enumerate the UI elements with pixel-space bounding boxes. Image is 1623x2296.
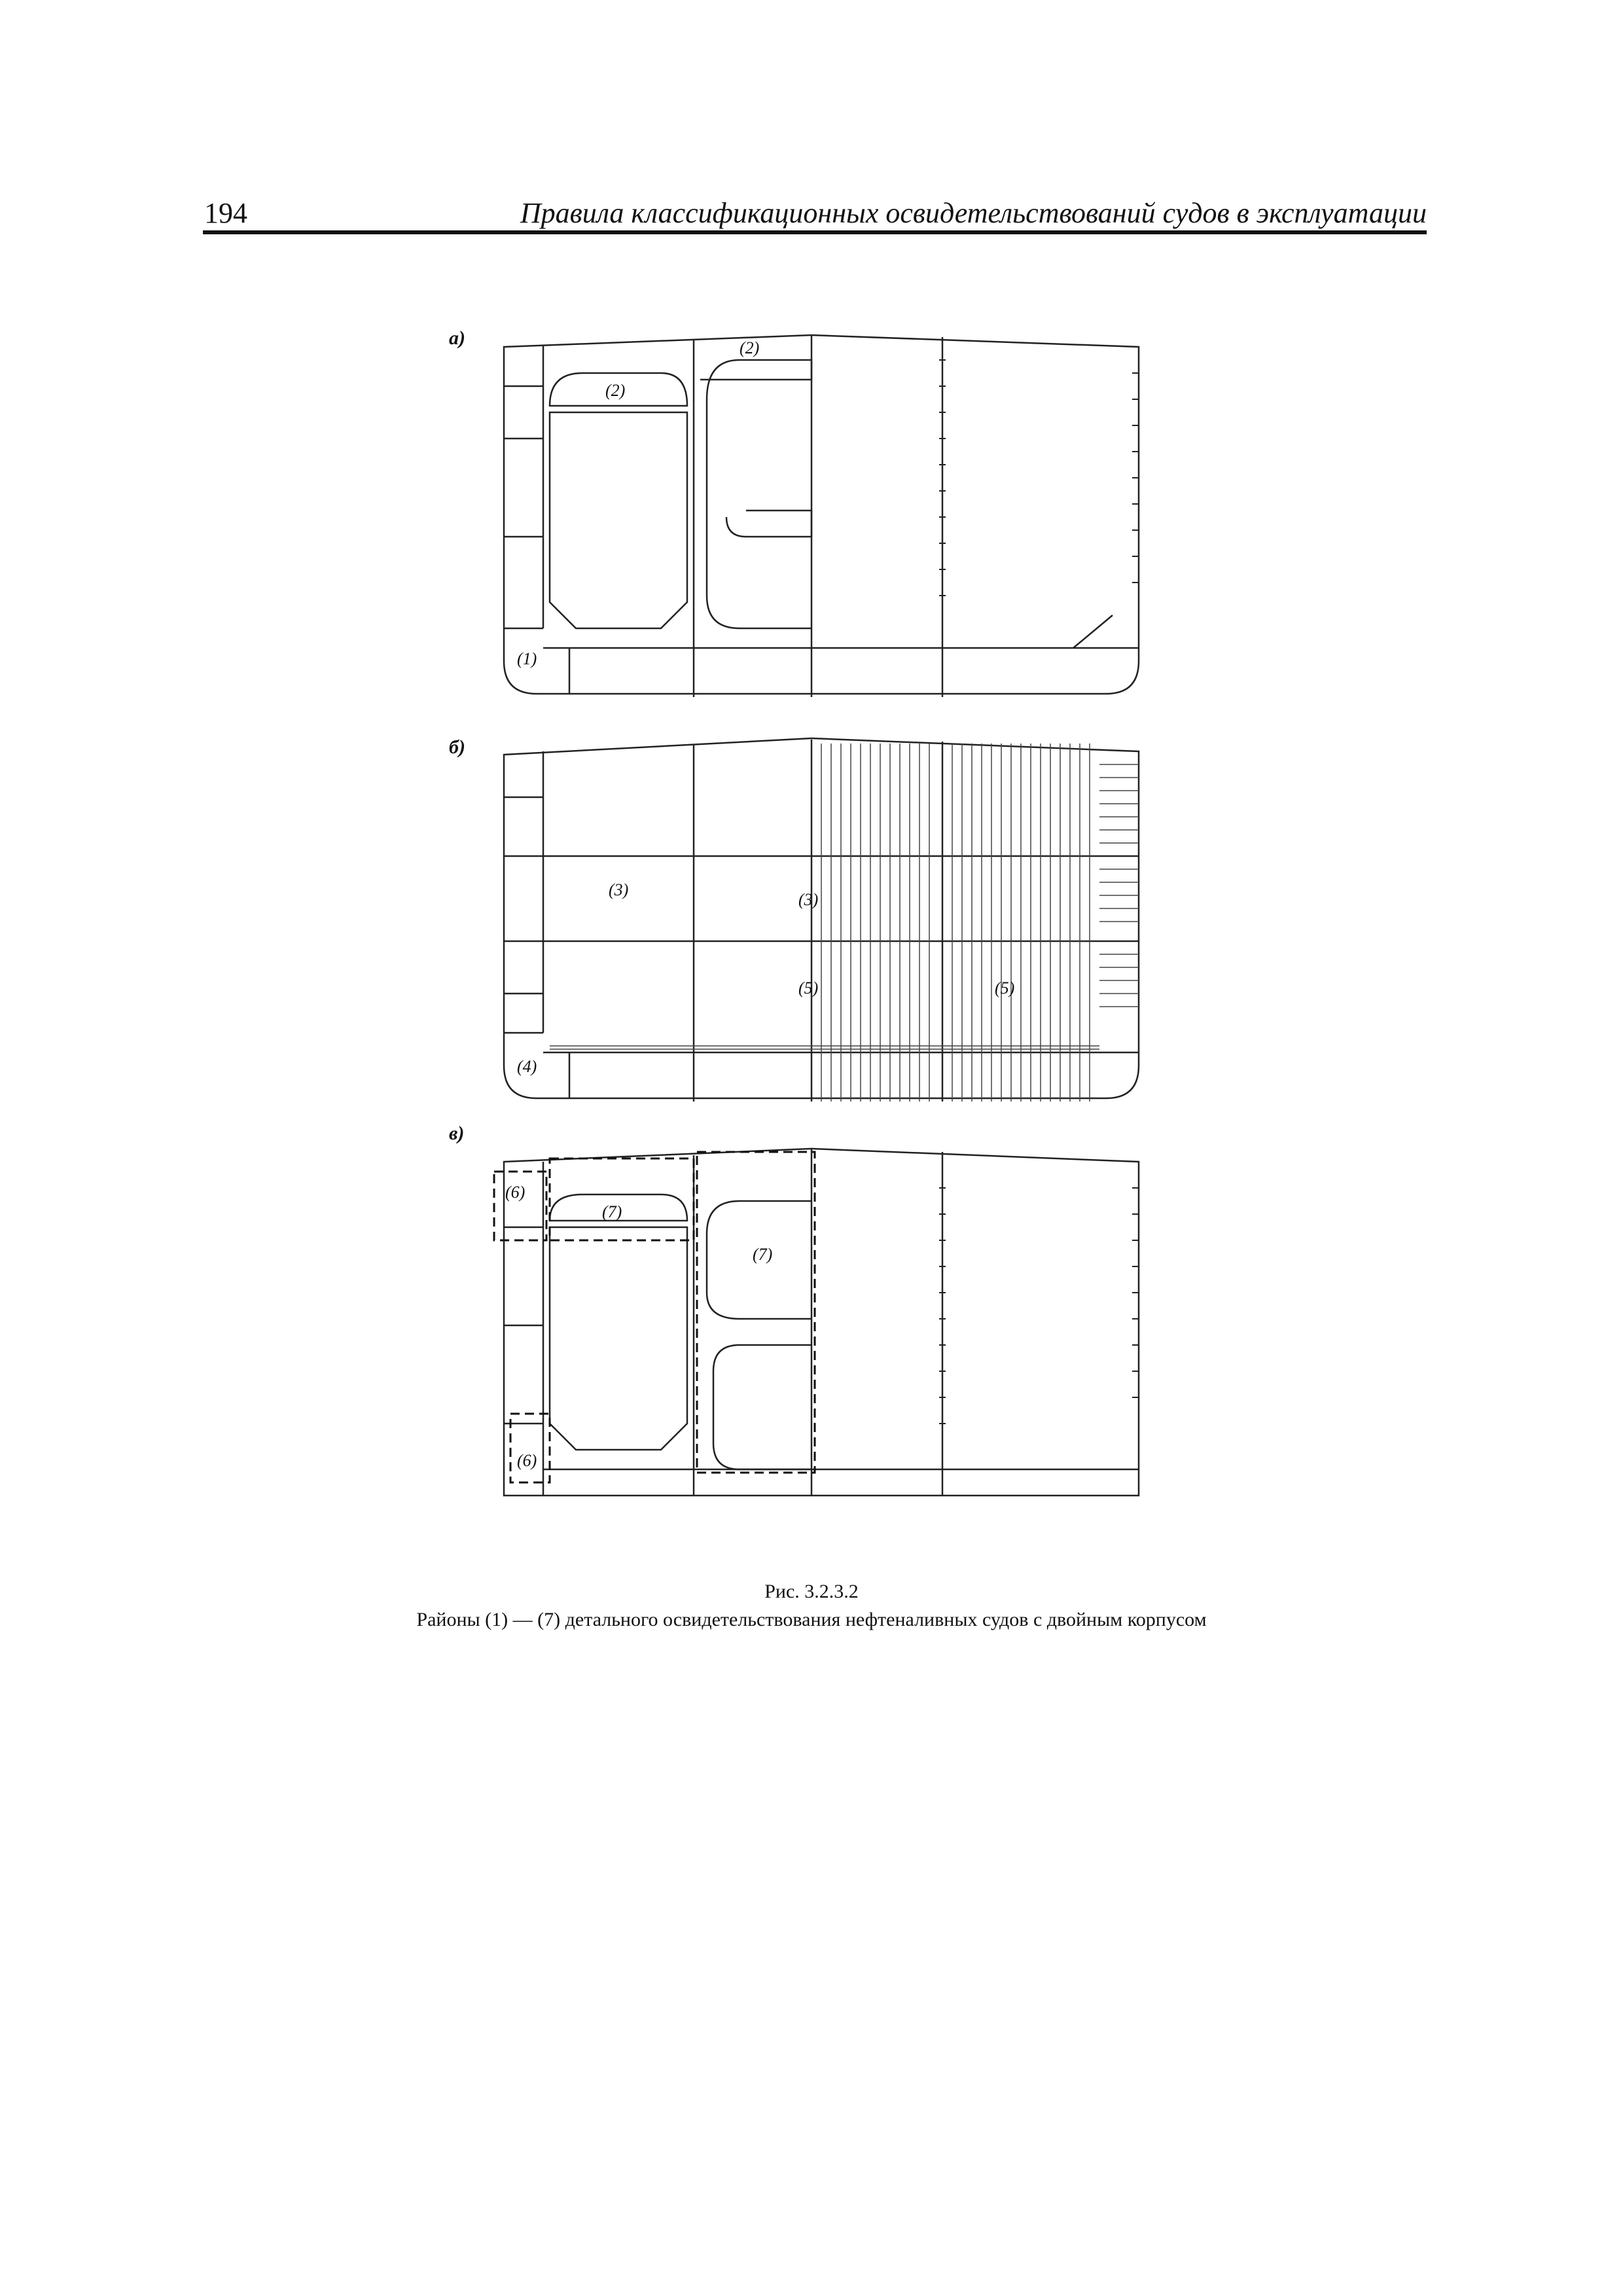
region-label: (3) xyxy=(798,890,819,909)
figure-number: Рис. 3.2.3.2 xyxy=(764,1581,859,1602)
panel-label-c: в) xyxy=(449,1122,465,1144)
diagram-panel-a xyxy=(445,321,1152,700)
region-label: (5) xyxy=(798,978,819,997)
figure-caption: Районы (1) — (7) детального освидетельствования нефтеналивных судов с двойным корпусом xyxy=(416,1609,1207,1630)
region-label: (4) xyxy=(517,1057,537,1076)
region-label: (6) xyxy=(505,1183,526,1202)
region-label: (2) xyxy=(605,381,626,400)
region-label: (3) xyxy=(609,880,629,899)
running-header: Правила классификационных освидетельствований судов в эксплуатации xyxy=(520,197,1427,229)
region-label: (6) xyxy=(517,1451,537,1470)
panel-label-b: б) xyxy=(449,736,465,758)
page-number: 194 xyxy=(204,197,247,229)
region-label: (1) xyxy=(517,649,537,668)
region-label: (2) xyxy=(740,338,760,357)
zone-6-top xyxy=(494,1172,546,1240)
hull-outline xyxy=(504,1149,1139,1496)
region-label: (7) xyxy=(753,1245,773,1264)
region-label: (5) xyxy=(995,978,1015,997)
diagram-panel-b xyxy=(445,725,1152,1105)
panel-label-a: а) xyxy=(449,327,465,349)
header-rule xyxy=(203,230,1427,234)
hull-outline xyxy=(504,335,1139,694)
diagram-panel-c xyxy=(445,1122,1152,1515)
region-label: (7) xyxy=(602,1202,622,1221)
